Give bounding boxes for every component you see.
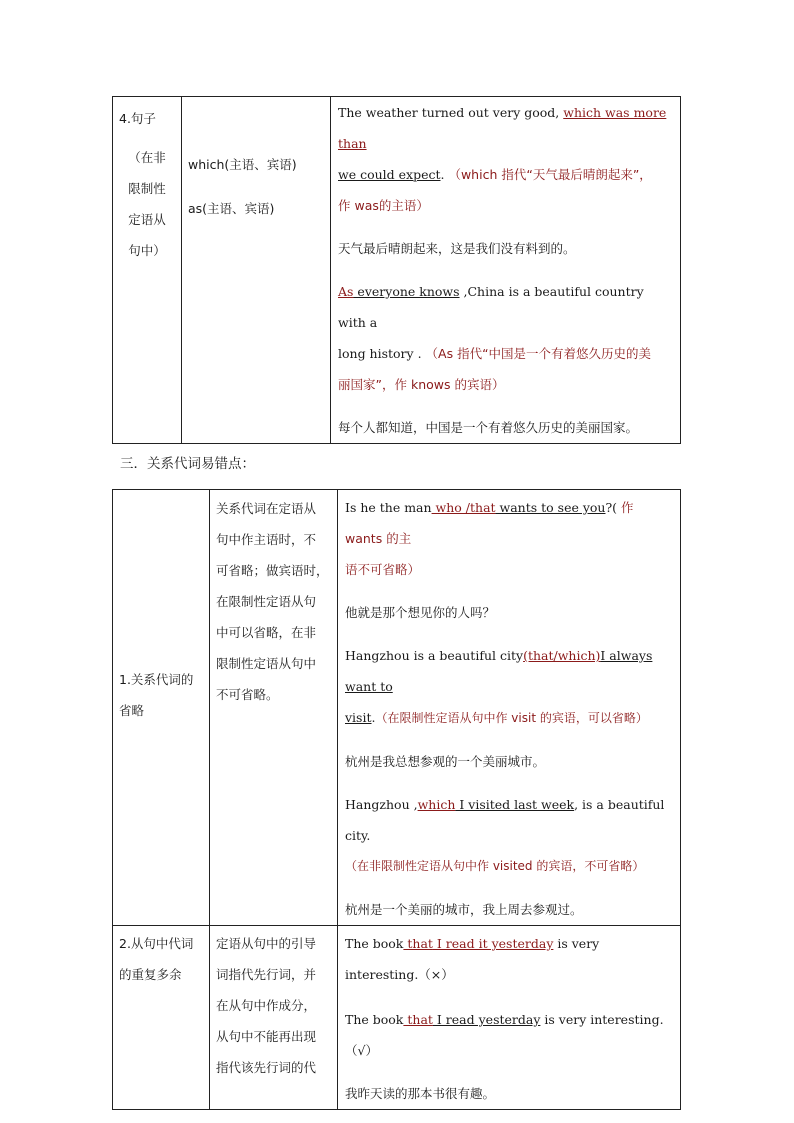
category-note: （在非 限制性 定语从 句中）	[128, 150, 166, 258]
grammar-note-cont: 丽国家”，作 knows 的宾语）	[338, 377, 505, 392]
category-cell: 2.从句中代词 的重复多余	[113, 926, 210, 1110]
example-sentence: Hangzhou is a beautiful city(that/which)I always want to	[345, 648, 653, 694]
word-as: as(主语、宾语)	[188, 201, 275, 216]
grammar-note-cont: 语不可省略）	[345, 562, 421, 577]
section-title: 三．关系代词易错点：	[120, 456, 255, 472]
grammar-note: 作 wants 的主	[345, 500, 634, 546]
example-sentence-cont: visit.（在限制性定语从句中作 visit 的宾语，可以省略）	[345, 710, 648, 725]
example-sentence: The weather turned out very good, which was more than	[338, 105, 667, 151]
translation: 杭州是我总想参观的一个美丽城市。	[345, 754, 546, 769]
translation: 天气最后晴朗起来，这是我们没有料到的。	[338, 241, 576, 256]
examples-cell	[338, 490, 681, 926]
clause-table-1	[112, 96, 681, 444]
example-sentence-cont: we could expect. （which 指代“天气最后晴朗起来”，	[338, 167, 652, 182]
example-sentence: As everyone knows ,China is a beautiful country with a	[338, 284, 644, 330]
clause-highlight: which was more than	[338, 105, 667, 151]
grammar-note: （在限制性定语从句中作 visit 的宾语，可以省略）	[375, 711, 648, 725]
rule-cell: 关系代词在定语从 句中作主语时，不 可省略；做宾语时， 在限制性定语从句 中可以省略，在非 限制性定语从句中 不可省略。	[210, 490, 338, 926]
grammar-note: （在非限制性定语从句中作 visited 的宾语，不可省略）	[345, 859, 645, 873]
rule-cell: 定语从句中的引导 词指代先行词，并 在从句中作成分， 从句中不能再出现 指代该先行词的代	[210, 926, 338, 1110]
grammar-note: （which 指代“天气最后晴朗起来”，	[448, 167, 652, 182]
example-sentence-correct: The book that I read yesterday is very interesting.（√）	[345, 1012, 664, 1058]
example-sentence-cont: long history . （As 指代“中国是一个有着悠久历史的美	[338, 346, 652, 361]
example-sentence-wrong: The book that I read it yesterday is very interesting.（×）	[345, 936, 600, 982]
examples-cell	[338, 926, 681, 1110]
category-cell	[113, 97, 182, 444]
table-row	[113, 490, 681, 926]
example-sentence: Is he the man who /that wants to see you?( 作 wants 的主	[345, 500, 634, 546]
translation: 每个人都知道，中国是一个有着悠久历史的美丽国家。	[338, 420, 639, 435]
example-sentence: Hangzhou ,which I visited last week, is a beautiful city.	[345, 797, 665, 843]
words-cell	[182, 97, 331, 444]
table-row	[113, 926, 681, 1110]
grammar-note: （As 指代“中国是一个有着悠久历史的美	[425, 346, 652, 361]
category-cell: 1.关系代词的 省略	[113, 490, 210, 926]
grammar-note-cont: 作 was的主语）	[338, 198, 429, 213]
translation: 我昨天读的那本书很有趣。	[345, 1086, 496, 1101]
table-row	[113, 97, 681, 444]
clause-table-2	[112, 489, 681, 1110]
translation: 杭州是一个美丽的城市，我上周去参观过。	[345, 902, 583, 917]
translation: 他就是那个想见你的人吗？	[345, 605, 496, 620]
word-which: which(主语、宾语)	[188, 157, 297, 172]
examples-cell	[331, 97, 681, 444]
category-label: 4.句子	[119, 111, 156, 126]
